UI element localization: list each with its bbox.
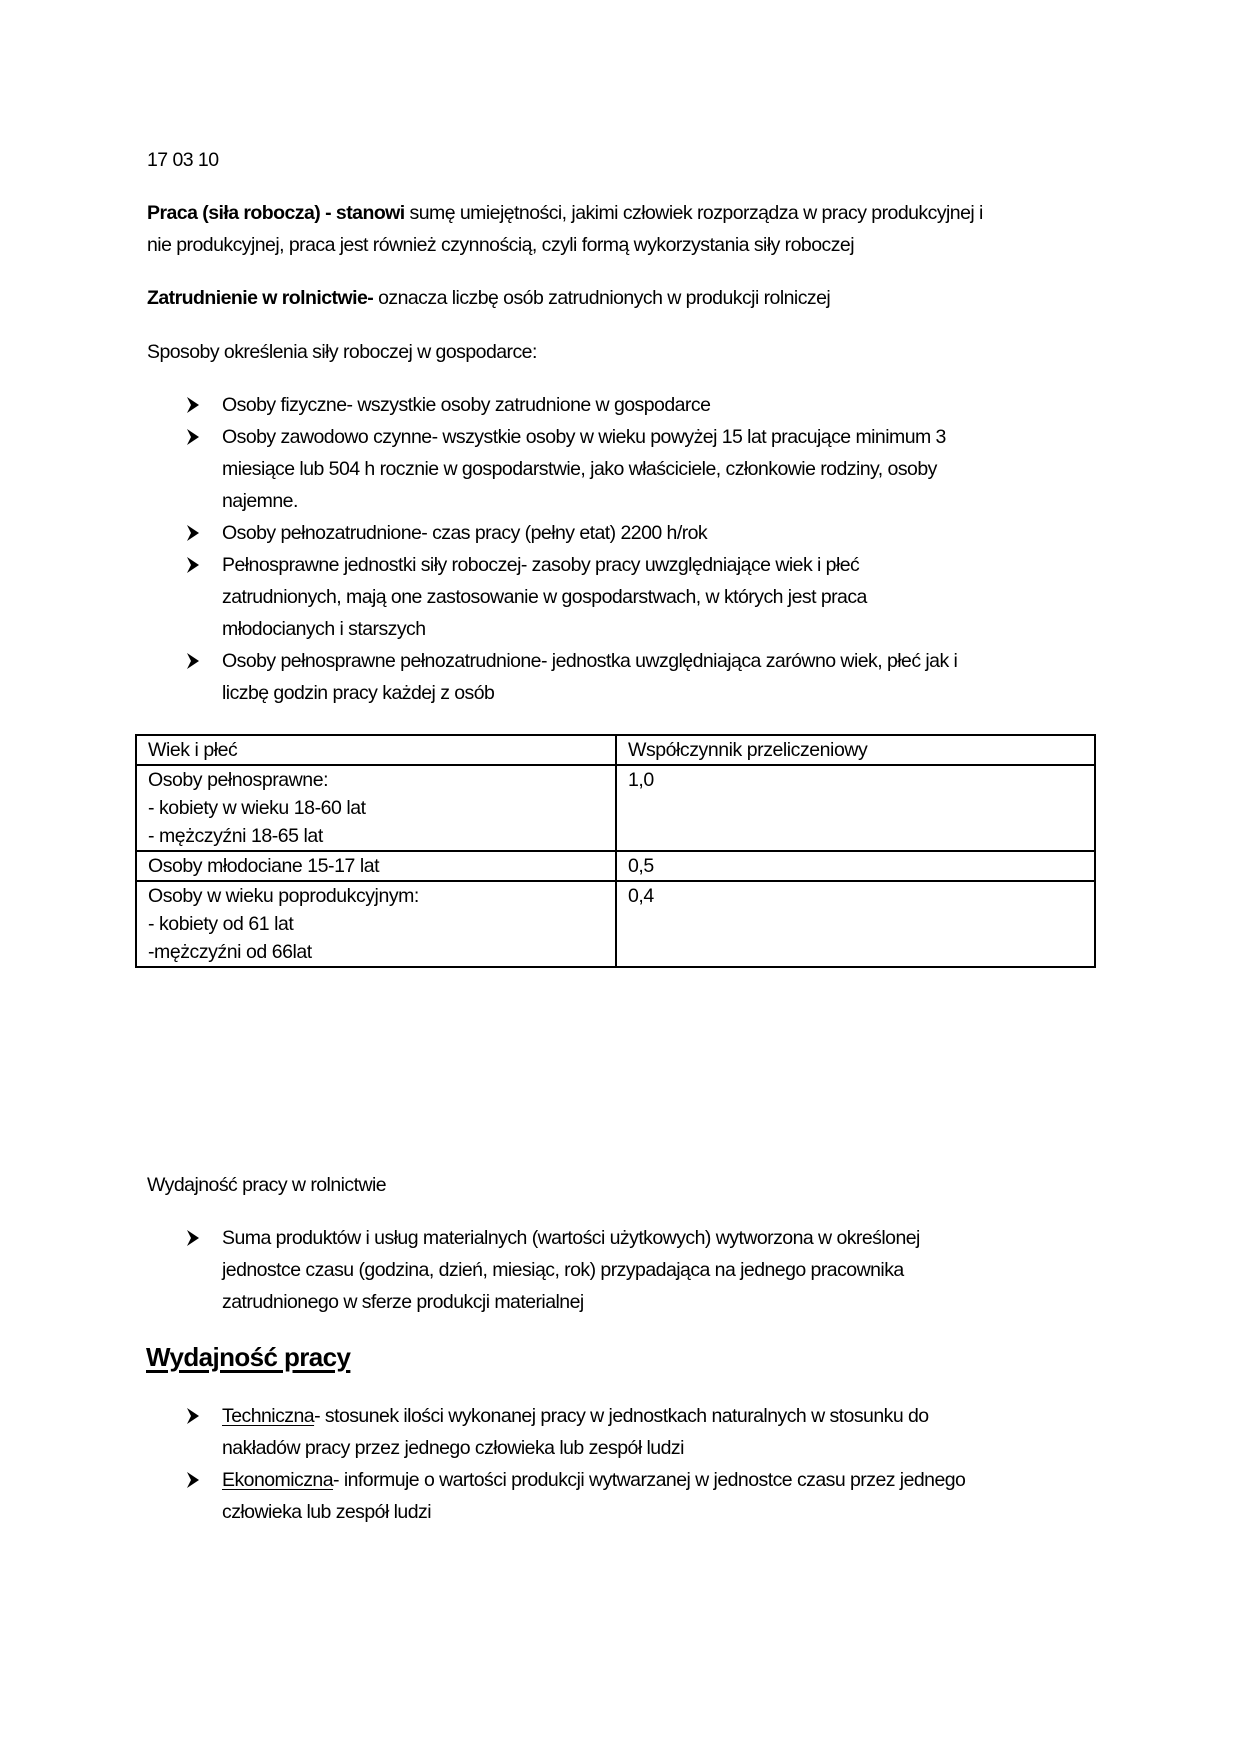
definition-text: sumę umiejętności, jakimi człowiek rozporządza w pracy produkcyjnej i	[404, 202, 983, 224]
definition-term: Zatrudnienie w rolnictwie-	[147, 287, 374, 309]
table-row	[136, 851, 1095, 881]
list-item-continued: zatrudnionych, mają one zastosowanie w gospodarstwach, w których jest praca	[222, 586, 867, 608]
methods-intro: Sposoby określenia siły roboczej w gospodarce:	[147, 341, 537, 363]
arrowhead-bullet-icon	[186, 396, 200, 414]
cell-line: - kobiety w wieku 18-60 lat	[148, 797, 366, 819]
list-item-continued: zatrudnionego w sferze produkcji materialnej	[222, 1291, 584, 1313]
term-economic: Ekonomiczna	[222, 1469, 334, 1491]
term-description: - stosunek ilości wykonanej pracy w jednostkach naturalnych w stosunku do	[314, 1405, 929, 1427]
conversion-coefficient-table	[135, 734, 1096, 968]
cell-line: - kobiety od 61 lat	[148, 913, 294, 935]
cell-line: - mężczyźni 18-65 lat	[148, 825, 323, 847]
arrowhead-bullet-icon	[186, 1407, 200, 1425]
list-item-continued: młodocianych i starszych	[222, 618, 426, 640]
table-cell-coefficient: 0,4	[616, 881, 1095, 967]
document-date: 17 03 10	[147, 149, 219, 171]
table-header-row	[136, 735, 1095, 765]
section-heading-productivity: Wydajność pracy	[146, 1342, 351, 1372]
cell-line: Osoby pełnosprawne:	[148, 769, 329, 791]
definition-employment	[147, 282, 830, 314]
list-item-continued: najemne.	[222, 490, 298, 512]
list-item-continued: miesiące lub 504 h rocznie w gospodarstwie, jako właściciele, członkowie rodziny, osoby	[222, 458, 937, 480]
column-header-coefficient: Współczynnik przeliczeniowy	[616, 735, 1095, 765]
list-item: Pełnosprawne jednostki siły roboczej- zasoby pracy uwzględniające wiek i płeć	[222, 554, 860, 576]
table-cell-group	[136, 851, 616, 881]
table-cell-coefficient: 1,0	[616, 765, 1095, 851]
list-item: Osoby pełnosprawne pełnozatrudnione- jednostka uwzględniająca zarówno wiek, płeć jak i	[222, 650, 958, 672]
arrowhead-bullet-icon	[186, 652, 200, 670]
table-row	[136, 765, 1095, 851]
term-technical: Techniczna	[222, 1405, 315, 1427]
definition-text: oznacza liczbę osób zatrudnionych w produkcji rolniczej	[373, 287, 831, 309]
cell-line: Osoby w wieku poprodukcyjnym:	[148, 885, 419, 907]
table-cell-coefficient: 0,5	[616, 851, 1095, 881]
list-item-continued: nakładów pracy przez jednego człowieka lub zespół ludzi	[222, 1437, 684, 1459]
table-cell-group	[136, 881, 616, 967]
list-item: Osoby pełnozatrudnione- czas pracy (pełny etat) 2200 h/rok	[222, 522, 708, 544]
arrowhead-bullet-icon	[186, 1471, 200, 1489]
list-item-continued: jednostce czasu (godzina, dzień, miesiąc, rok) przypadająca na jednego pracownika	[222, 1259, 904, 1281]
list-item-technical	[222, 1400, 929, 1432]
arrowhead-bullet-icon	[186, 428, 200, 446]
list-item: Osoby fizyczne- wszystkie osoby zatrudnione w gospodarce	[222, 394, 711, 416]
section-title-agri-productivity: Wydajność pracy w rolnictwie	[147, 1174, 387, 1196]
arrowhead-bullet-icon	[186, 1229, 200, 1247]
table-row	[136, 881, 1095, 967]
term-description: - informuje o wartości produkcji wytwarzanej w jednostce czasu przez jednego	[333, 1469, 966, 1491]
definition-term: Praca (siła robocza) - stanowi	[147, 202, 405, 224]
cell-line: Osoby młodociane 15-17 lat	[148, 855, 380, 877]
definition-text-continued: nie produkcyjnej, praca jest również czynnością, czyli formą wykorzystania siły roboczej	[147, 234, 854, 256]
arrowhead-bullet-icon	[186, 556, 200, 574]
list-item: Osoby zawodowo czynne- wszystkie osoby w wieku powyżej 15 lat pracujące minimum 3	[222, 426, 946, 448]
list-item-economic	[222, 1464, 965, 1496]
arrowhead-bullet-icon	[186, 524, 200, 542]
list-item-continued: człowieka lub zespół ludzi	[222, 1501, 431, 1523]
definition-labor	[147, 197, 983, 229]
cell-line: -mężczyźni od 66lat	[148, 941, 312, 963]
list-item: Suma produktów i usług materialnych (wartości użytkowych) wytworzona w określonej	[222, 1227, 920, 1249]
list-item-continued: liczbę godzin pracy każdej z osób	[222, 682, 495, 704]
table-cell-group	[136, 765, 616, 851]
column-header-age-sex: Wiek i płeć	[136, 735, 616, 765]
